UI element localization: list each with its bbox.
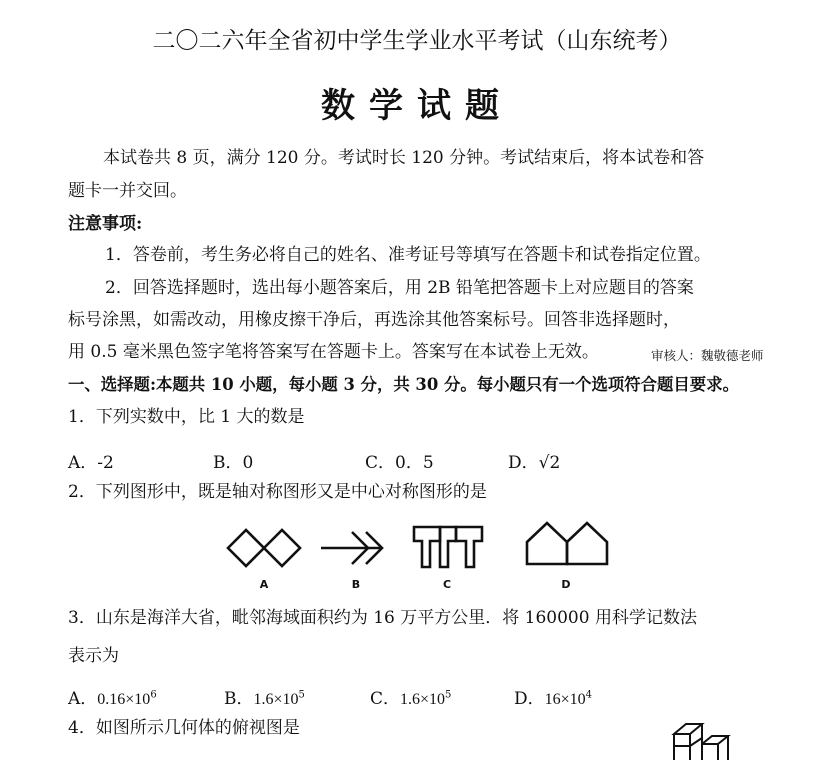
notice-item-2-line-2: 标号涂黑，如需改动，用橡皮擦干净后，再选涂其他答案标号。回答非选择题时， <box>68 310 680 330</box>
q3-option-c-letter: C． <box>370 689 401 709</box>
q3-option-c-exp: 5 <box>445 689 452 701</box>
exam-header: 二〇二六年全省初中学生学业水平考试（山东统考） <box>152 28 682 54</box>
q3-option-b-exp: 5 <box>298 689 305 701</box>
intro-line-2: 题卡一并交回。 <box>68 181 187 201</box>
q2-label-b: B <box>351 578 361 591</box>
q1-stem: 1．下列实数中，比 1 大的数是 <box>68 407 305 427</box>
q3-option-c <box>370 684 451 709</box>
q4-stem: 4．如图所示几何体的俯视图是 <box>68 718 300 738</box>
notice-item-2-line-3: 用 0.5 毫米黑色签字笔将答案写在答题卡上。答案写在本试卷上无效。 <box>68 342 599 362</box>
notice-heading: 注意事项: <box>68 214 143 234</box>
q3-option-d-letter: D． <box>514 689 545 709</box>
q3-stem-line-2: 表示为 <box>68 646 119 666</box>
intro-line-1: 本试卷共 8 页，满分 120 分。考试时长 120 分钟。考试结束后，将本试卷和答 <box>103 148 705 168</box>
q2-figure-d <box>524 518 612 568</box>
q1-option-a: A．-2 <box>68 453 114 473</box>
notice-item-1: 1．答卷前，考生务必将自己的姓名、准考证号等填写在答题卡和试卷指定位置。 <box>105 245 711 265</box>
q3-option-d <box>514 684 592 709</box>
notice-item-2-line-1: 2．回答选择题时，选出每小题答案后，用 2B 铅笔把答题卡上对应题目的答案 <box>105 278 694 298</box>
q3-option-a-base: 0.16×10 <box>97 691 151 708</box>
q3-option-b-base: 1.6×10 <box>253 691 299 708</box>
q4-solid-figure <box>666 718 750 760</box>
q3-option-a-exp: 6 <box>150 689 157 701</box>
q2-label-c: C <box>442 578 452 591</box>
reviewer-note: 审核人：魏敬德老师 <box>651 348 764 363</box>
q3-option-a-letter: A． <box>68 689 98 709</box>
section-1-heading: 一、选择题:本题共 10 小题，每小题 3 分，共 30 分。每小题只有一个选项符合题目要求。 <box>68 375 739 394</box>
q3-option-b-letter: B． <box>224 689 254 709</box>
q2-figure-a <box>226 526 304 570</box>
q3-option-c-base: 1.6×10 <box>400 691 446 708</box>
paper-title: 数学试题 <box>321 86 513 126</box>
q2-figure-c <box>410 523 486 571</box>
q3-option-a <box>68 684 157 709</box>
q1-option-b: B．0 <box>213 453 254 473</box>
q3-stem-line-1: 3．山东是海洋大省，毗邻海域面积约为 16 万平方公里．将 160000 用科学记数法 <box>68 608 697 628</box>
q3-option-d-exp: 4 <box>585 689 593 701</box>
q2-stem: 2．下列图形中，既是轴对称图形又是中心对称图形的是 <box>68 482 487 502</box>
q2-figure-b <box>318 526 390 570</box>
q2-label-d: D <box>561 578 571 591</box>
q1-option-c: C．0．5 <box>365 453 434 473</box>
q1-option-d: D．√2 <box>508 453 561 473</box>
q2-label-a: A <box>259 578 269 591</box>
q3-option-d-base: 16×10 <box>544 691 586 708</box>
q3-option-b <box>224 684 305 709</box>
